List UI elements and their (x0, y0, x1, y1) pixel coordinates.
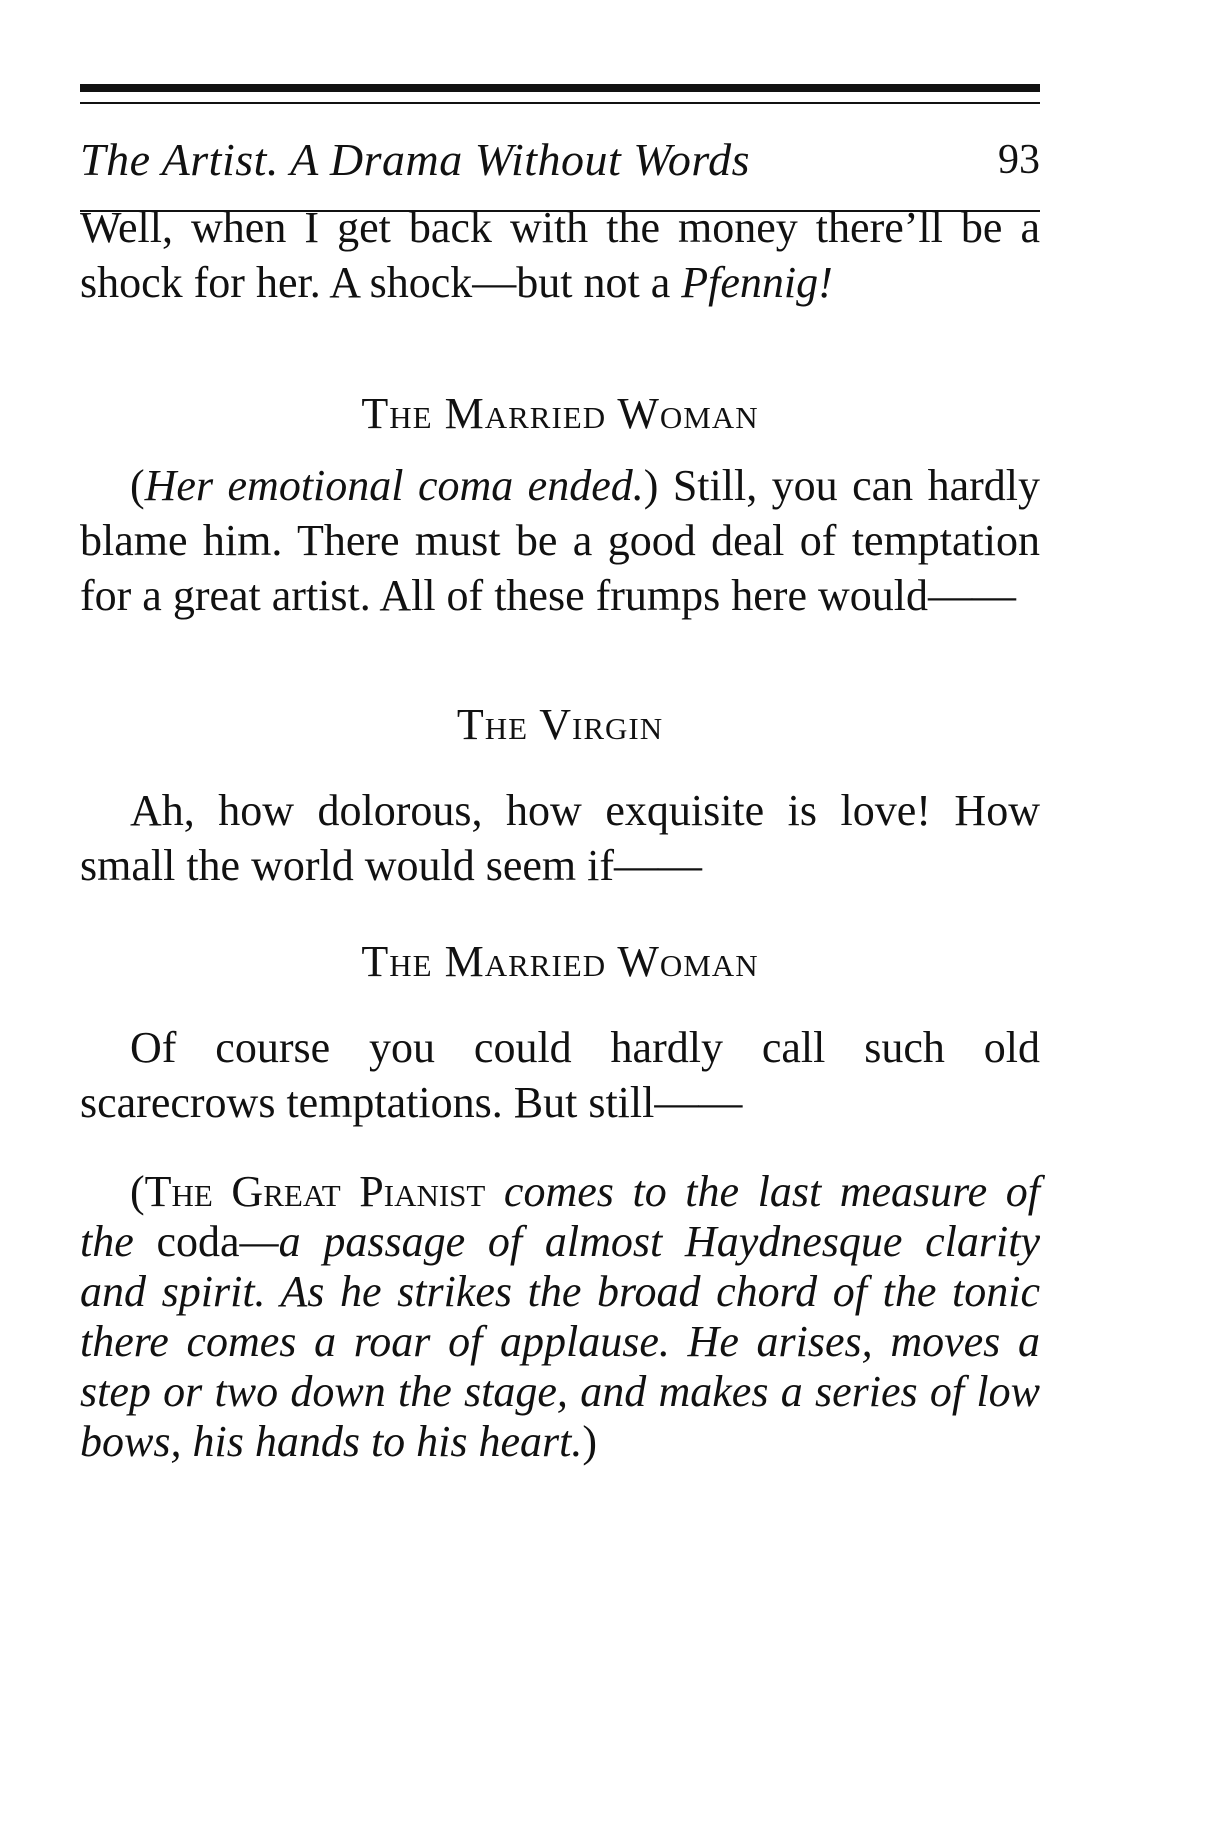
speaker-heading-married-woman: The Married Woman (361, 389, 759, 438)
paragraph-1-text: Well, when I get back with the money there’ll be a shock for her. A shock—but not a (80, 203, 1040, 307)
paragraph-3 (80, 783, 1040, 893)
speaker-heading-married-woman-2: The Married Woman (361, 937, 759, 986)
paragraph-1 (80, 200, 1040, 310)
book-page (80, 0, 1040, 1848)
page-number: 93 (998, 137, 1040, 183)
paragraph-2-stage-direction: Her emotional coma ended. (144, 461, 644, 510)
header-rule-thick (80, 84, 1040, 92)
stage-direction-paragraph (80, 1167, 1040, 1467)
speaker-heading-virgin: The Virgin (456, 700, 664, 749)
stage-direction-close-paren: ) (582, 1417, 598, 1466)
stage-direction-text-2: —a passage of almost Haydnesque clarity and spirit. As he strikes the broad chord of the tonic there comes a roar of applause. He arises, moves a step or two down the stage, and makes a series of low bows, his hands to his heart. (80, 1217, 1040, 1466)
running-head (80, 132, 1040, 188)
stage-direction-text-1: comes to the last measure of the (80, 1167, 1040, 1266)
paragraph-2 (80, 458, 1040, 623)
stage-direction-roman-word: coda (156, 1217, 240, 1266)
stage-direction-open-paren: ( (130, 1167, 145, 1216)
paragraph-2-text: ) Still, you can hardly blame him. There must be a good deal of temptation for a great artist. All of these frumps here would—— (80, 461, 1040, 620)
running-title: The Artist. A Drama Without Words (80, 134, 751, 185)
stage-direction-character: The Great Pianist (144, 1167, 486, 1216)
paragraph-1-italic: Pfennig! (681, 258, 833, 307)
paragraph-2-open-paren: ( (130, 461, 145, 510)
paragraph-4-text: Of course you could hardly call such old scarecrows temptations. But still—— (80, 1023, 1040, 1127)
paragraph-4 (80, 1020, 1040, 1130)
paragraph-3-text: Ah, how dolorous, how exquisite is love! How small the world would seem if—— (80, 786, 1040, 890)
header-rule-thin (80, 102, 1040, 104)
